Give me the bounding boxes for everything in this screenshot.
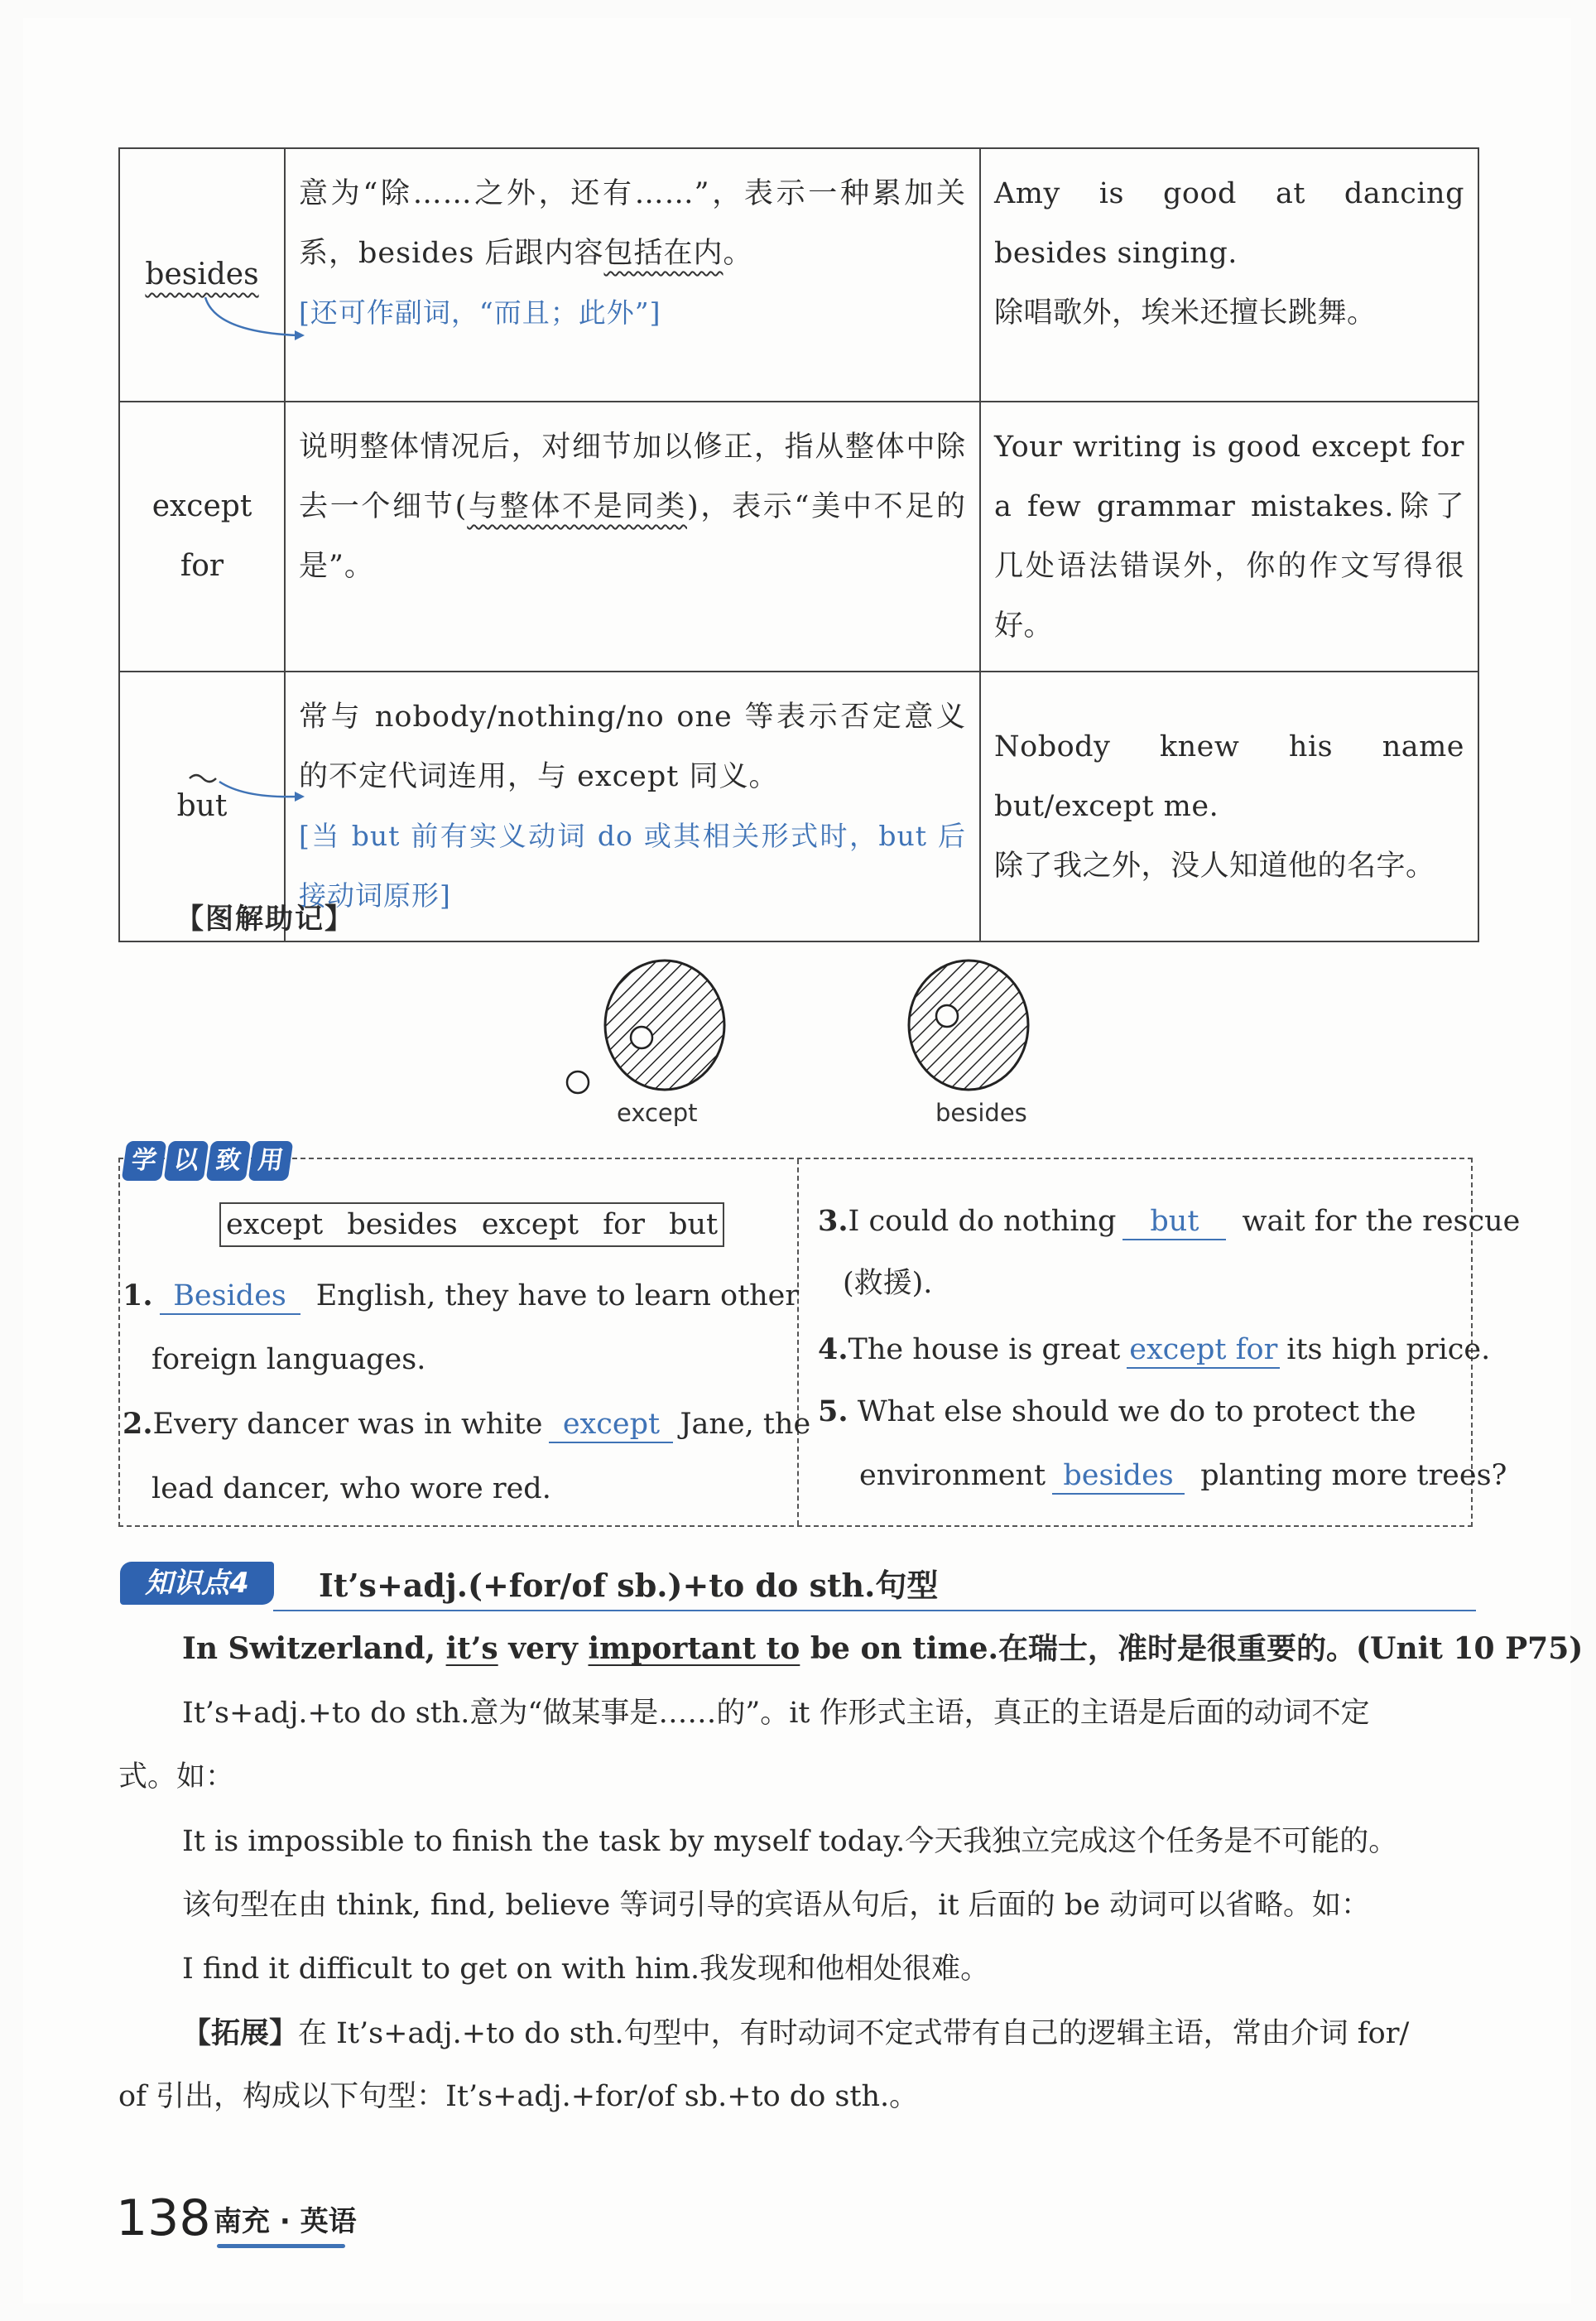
question-text: I could do nothing: [848, 1205, 1117, 1238]
answer-blank: except: [549, 1407, 673, 1443]
example-cell: [980, 672, 1478, 941]
question-5-cont: [859, 1455, 1507, 1496]
question-2-cont: lead dancer, who wore red.: [151, 1472, 551, 1505]
example-part: In Switzerland,: [182, 1631, 446, 1666]
paragraph-4: I find it difficult to get on with him.我发现和他相处很难。: [182, 1953, 990, 1986]
question-number: 5.: [818, 1394, 848, 1428]
wave-arrow-icon: [186, 762, 310, 811]
question-1: [123, 1275, 799, 1317]
question-text: The house is great: [848, 1333, 1121, 1366]
example-zh: 除唱歌外，埃米还擅长跳舞。: [994, 296, 1377, 330]
word-except-for: except for: [151, 489, 252, 583]
example-zh: 除了几处语法错误外，你的作文写得很好。: [994, 490, 1464, 643]
table-row: [119, 402, 1478, 672]
example-part: be on time.在瑞士，准时是很重要的。(Unit 10 P75): [800, 1631, 1584, 1666]
question-3-cont: (救援).: [843, 1267, 933, 1300]
question-number: 2.: [123, 1407, 153, 1441]
question-text: Jane, the: [680, 1408, 811, 1441]
knowledge-point-badge: 知识点4: [120, 1562, 274, 1605]
answer-blank: Besides: [160, 1278, 300, 1315]
answer-blank: except for: [1127, 1332, 1280, 1369]
footer-bar: [217, 2244, 345, 2248]
question-text: What else should we do to protect the: [857, 1395, 1416, 1428]
except-diagram: [567, 961, 724, 1093]
explanation-text: 常与 nobody/nothing/no one 等表示否定意义的不定代词连用，与 except 同义。: [299, 701, 966, 793]
explanation-cell: [285, 402, 980, 672]
question-text: planting more trees?: [1200, 1459, 1507, 1492]
explanation-text: 意为“除……之外，还有……”，表示一种累加关系，besides 后跟内容: [299, 177, 966, 270]
word-but: but: [176, 789, 228, 823]
example-underlined: important to: [588, 1631, 800, 1666]
extension-label: 【拓展】: [182, 2017, 299, 2050]
question-number: 3.: [818, 1204, 848, 1238]
paragraph-3: 该句型在由 think, find, believe 等词引导的宾语从句后，it 后面的 be 动词可以省略。如：: [182, 1889, 1371, 1922]
example-en: Nobody knew his name but/except me.: [994, 730, 1464, 823]
question-1-cont: foreign languages.: [151, 1343, 426, 1376]
example-sentence: [182, 1627, 1583, 1670]
paragraph-1-cont: 式。如：: [118, 1760, 235, 1794]
note-text: [当 but 前有实义动词 do 或其相关形式时，but 后接动词原形]: [299, 820, 966, 912]
explanation-end: 。: [723, 237, 753, 270]
paragraph-1: It’s+adj.+to do sth.意为“做某事是……的”。it 作形式主语，真正的主语是后面的动词不定: [182, 1697, 1370, 1730]
word-cell: [119, 148, 285, 402]
explanation-text: 说明整体情况后，对细节加以修正，指从整体中除去一个细节(: [299, 431, 966, 523]
question-text: Every dancer was in white: [152, 1408, 543, 1441]
question-5: [818, 1391, 1416, 1433]
explanation-end: )，表示“美中不足的是”。: [299, 490, 966, 583]
arrow-icon: [190, 294, 315, 344]
title-rule: [273, 1610, 1476, 1611]
explanation-emphasis: 包括在内: [603, 237, 723, 270]
question-text: wait for the rescue: [1242, 1205, 1521, 1238]
comparison-table: [118, 147, 1479, 942]
explanation-emphasis: 与整体不是同类: [467, 490, 687, 523]
question-3: [818, 1201, 1520, 1242]
label-except: except: [617, 1099, 698, 1127]
practice-badge: [124, 1141, 291, 1181]
label-besides: besides: [935, 1099, 1027, 1127]
knowledge-point-title: It’s+adj.(+for/of sb.)+to do sth.句型: [319, 1567, 939, 1604]
question-text: its high price.: [1286, 1333, 1491, 1366]
question-number: 1.: [123, 1278, 153, 1312]
example-zh: 除了我之外，没人知道他的名字。: [994, 850, 1435, 883]
page-number: 138: [116, 2189, 211, 2247]
paragraph-2: It is impossible to finish the task by myself today.今天我独立完成这个任务是不可能的。: [182, 1825, 1398, 1858]
book-title: 南充 · 英语: [214, 2205, 357, 2238]
example-cell: [980, 148, 1478, 402]
badge-char: 以: [164, 1141, 209, 1181]
badge-char: 用: [248, 1141, 294, 1181]
memo-heading: 【图解助记】: [175, 903, 354, 936]
example-cell: [980, 402, 1478, 672]
besides-diagram: [909, 961, 1028, 1090]
example-en: Amy is good at dancing besides singing.: [994, 177, 1464, 270]
example-en: Your writing is good except for a few grammar mistakes.: [994, 431, 1464, 523]
table-row: [119, 148, 1478, 402]
badge-char: 致: [206, 1141, 252, 1181]
word-besides: besides: [145, 258, 259, 291]
badge-char: 学: [122, 1141, 167, 1181]
question-text: environment: [859, 1459, 1046, 1492]
word-bank: except besides except for but: [219, 1202, 724, 1247]
practice-divider: [797, 1159, 799, 1525]
answer-blank: besides: [1052, 1458, 1185, 1495]
example-part: very: [498, 1631, 589, 1666]
word-cell: [119, 402, 285, 672]
explanation-cell: [285, 148, 980, 402]
extension-text: 在 It’s+adj.+to do sth.句型中，有时动词不定式带有自己的逻辑主语，常由介词 for/: [298, 2017, 1410, 2050]
question-number: 4.: [818, 1332, 848, 1366]
note-text: [还可作副词，“而且；此外”]: [299, 296, 661, 329]
question-4: [818, 1329, 1490, 1370]
extension-paragraph: [182, 2012, 1409, 2055]
question-text: English, they have to learn other: [315, 1279, 800, 1312]
question-2: [123, 1404, 810, 1445]
answer-blank: but: [1122, 1204, 1226, 1240]
explanation-cell: [285, 672, 980, 941]
example-underlined: it’s: [445, 1631, 498, 1666]
extension-paragraph-cont: of 引出，构成以下句型：It’s+adj.+for/of sb.+to do sth.。: [118, 2080, 919, 2113]
